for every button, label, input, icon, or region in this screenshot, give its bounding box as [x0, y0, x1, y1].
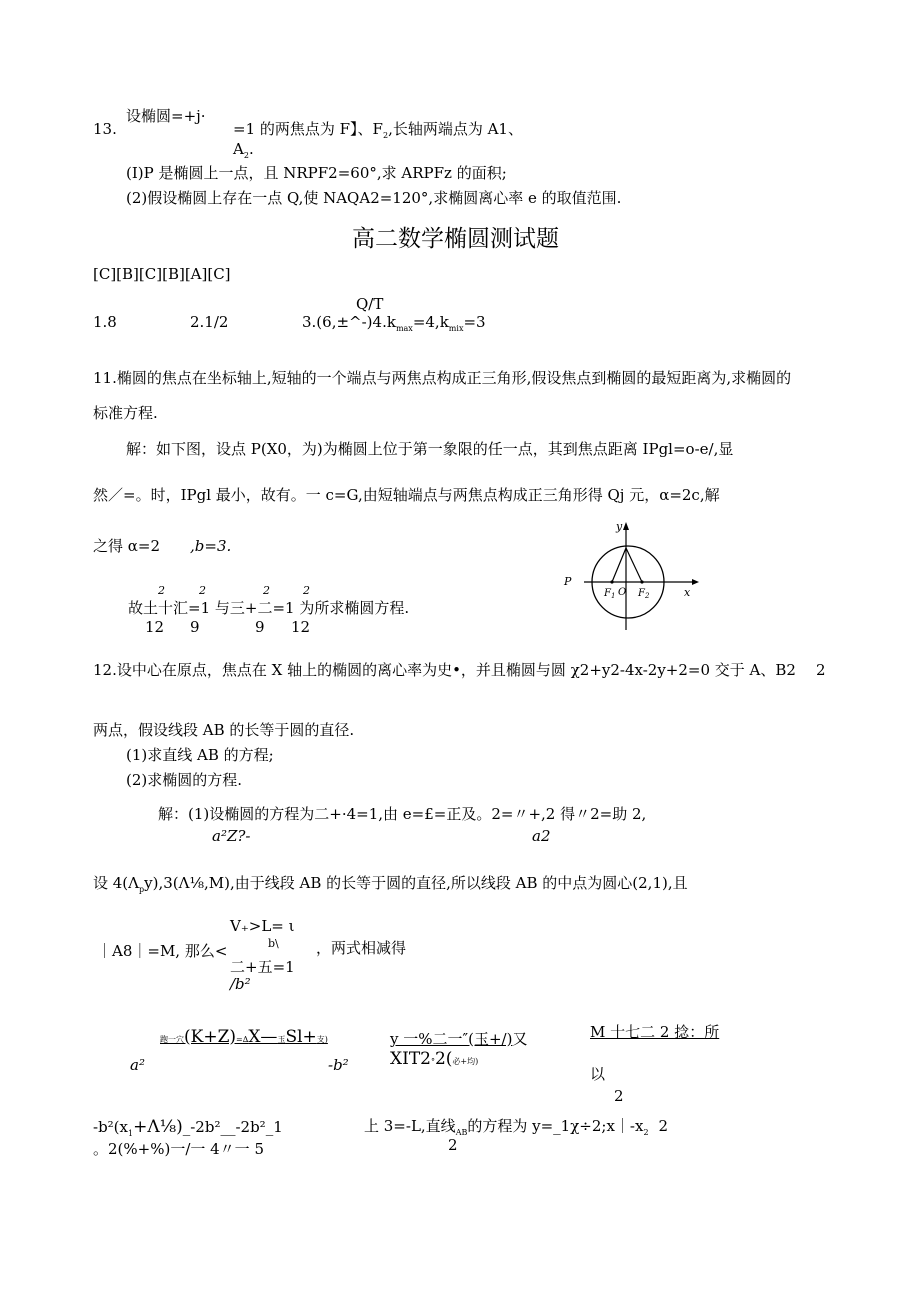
equation-line-1	[93, 1118, 283, 1138]
q12-solution-1-under-a: a²Z?-	[212, 827, 251, 845]
equation-line-2	[364, 1118, 668, 1137]
fill-answer-2: 2.1/2	[190, 313, 229, 331]
q12-part2: (2)求椭圆的方程.	[126, 771, 243, 789]
q11-line2: 标准方程.	[93, 404, 158, 422]
label-f1-main: F	[604, 588, 611, 599]
q12-line2: 两点，假设线段 AB 的长等于圆的直径.	[93, 721, 355, 739]
segment-b-f2	[626, 548, 642, 582]
q11-solution-1: 解：如下图，设点 P(X0，为)为椭圆上位于第一象限的任一点，其到焦点距离 IPgl=o-e/,显	[126, 440, 734, 458]
equation-4-top: M 十七二 2 捻：所	[590, 1023, 720, 1041]
equation-1-main: (K+Z)	[184, 1027, 237, 1047]
fill-a3-main: 3.(6,±^-)4.k	[302, 313, 396, 331]
equation-line-3: 。2(%+%)一/一 4〃一 5	[93, 1140, 264, 1158]
q12-line1: 12.设中心在原点，焦点在 X 轴上的椭圆的离心率为史•，并且椭圆与圆 χ2+y2-4x-2y+2=0 交于 A、B2	[93, 661, 796, 679]
q12-part1: (1)求直线 AB 的方程;	[126, 746, 274, 764]
equation-1-small4: 支)	[316, 1035, 328, 1044]
system-right: ，两式相减得	[316, 939, 407, 957]
equation-4-middle: 以	[590, 1065, 606, 1083]
label-f2-sub: 2	[644, 592, 650, 600]
y-axis-arrow	[623, 522, 629, 530]
q13-line1-b-text: =1 的两焦点为 F】、F	[233, 120, 383, 138]
equation-3-top-b: 又	[512, 1030, 528, 1048]
system-left: ｜A8｜=M, 那么<	[97, 942, 228, 960]
equation-1	[160, 1028, 328, 1048]
q11-solution-3a: 之得 α=2	[93, 537, 161, 555]
equation-line-2-sub: AB	[455, 1128, 468, 1137]
x-axis-arrow	[692, 579, 699, 585]
label-p: P	[564, 575, 572, 588]
equation-line-2-sub2: 2	[643, 1128, 649, 1137]
q13-line1-b	[233, 121, 523, 140]
fill-a3-sub2: mix	[448, 324, 464, 333]
fill-qt: Q/T	[356, 295, 384, 313]
q13-part1: (I)P 是椭圆上一点，且 NRPF2=60°,求 ARPFz 的面积;	[126, 164, 507, 182]
equation-2-denominator: -b²	[328, 1056, 349, 1074]
label-f2-main: F	[638, 588, 645, 599]
equation-3-bottom-2: 2(	[434, 1049, 453, 1069]
q12-solution-2-a: 设 4(Λ	[93, 874, 139, 892]
equation-line-1-a: -b²(x	[93, 1118, 128, 1136]
q11-final-equation: 故土十汇=1 与三+二=1 为所求椭圆方程.	[128, 599, 410, 617]
page-title: 高二数学椭圆测试题	[352, 226, 559, 252]
system-top: V₊>L= ι	[230, 917, 295, 935]
q12-solution-2	[93, 875, 688, 894]
q11-line1: 11.椭圆的焦点在坐标轴上,短轴的一个端点与两焦点构成正三角形,假设焦点到椭圆的最短距离为,求椭圆的	[93, 369, 792, 387]
label-o: O	[618, 587, 627, 598]
equation-1-main3: Sl+	[285, 1027, 317, 1047]
q13-a2-main: A	[233, 140, 244, 158]
equation-3-bottom-main: XIT2	[390, 1049, 431, 1069]
q11-sup-1: 2	[158, 584, 165, 597]
equation-3-bottom-small: °	[430, 1057, 435, 1066]
q13-line1-a: 设椭圆=+j·	[126, 107, 206, 125]
q11-solution-3b: ,b=3.	[190, 537, 232, 555]
q12-solution-2-sub: p	[139, 885, 145, 894]
segment-b-f1	[612, 548, 626, 582]
equation-1-small3: 玉	[277, 1035, 286, 1044]
q13-number: 13.	[93, 120, 117, 138]
q13-part2: (2)假设椭圆上存在一点 Q,使 NAQA2=120°,求椭圆离心率 e 的取值范围.	[126, 189, 622, 207]
system-bottom: /b²	[230, 975, 251, 993]
fill-a3-end: =3	[463, 313, 486, 331]
label-f1	[603, 588, 615, 600]
focus-f2-point	[640, 580, 643, 583]
q11-sup-2: 2	[199, 584, 206, 597]
equation-line-1-b: +Λ⅛)	[133, 1117, 183, 1137]
equation-3-bottom-small2: 必+均)	[452, 1057, 479, 1066]
equation-4-bottom: 2	[614, 1087, 624, 1105]
q12-line1-right: 2	[816, 661, 826, 679]
q13-f2-sub: 2	[382, 131, 389, 140]
equation-line-2-b: 的方程为 y=_1χ÷2;x｜-x	[467, 1117, 644, 1135]
focus-f1-point	[610, 580, 613, 583]
q11-sup-4: 2	[303, 584, 310, 597]
fill-a3-sub1: max	[395, 324, 413, 333]
equation-line-1-c: _-2b²__-2b²_1	[182, 1118, 283, 1136]
fill-answer-1: 1.8	[93, 313, 117, 331]
q13-a2-sub: 2	[243, 151, 249, 160]
equation-line-2-bottom: 2	[448, 1136, 458, 1154]
equation-1-main2: X—	[248, 1027, 278, 1047]
q11-sup-3: 2	[263, 584, 270, 597]
q11-solution-2: 然／=。时，IPgl 最小，故有。一 c=G,由短轴端点与两焦点构成正三角形得 Qj 元，α=2c,解	[93, 486, 720, 504]
equation-1-small: 跑一穴	[160, 1035, 184, 1044]
equation-3-top	[390, 1031, 527, 1048]
q13-a2	[233, 141, 254, 160]
ellipse-diagram	[562, 518, 706, 630]
q12-solution-1-under-b: a2	[532, 827, 551, 845]
q13-a2-end: .	[248, 140, 254, 158]
q13-line1-c: ,长轴两端点为 A1、	[388, 120, 523, 138]
q11-den-1: 12	[145, 618, 165, 636]
equation-1-denominator: a²	[130, 1056, 145, 1074]
q12-solution-1: 解：(1)设椭圆的方程为二+·4=1,由 e=£=正及。2=〃+,2 得〃2=助 2,	[158, 805, 647, 823]
q11-den-3: 9	[255, 618, 265, 636]
system-middle: 二+五=1	[230, 958, 295, 976]
q11-den-4: 12	[291, 618, 311, 636]
equation-line-2-c: 2	[658, 1117, 669, 1135]
label-x: x	[684, 586, 691, 599]
equation-1-small2: =∆	[236, 1035, 249, 1044]
system-b: b\	[268, 937, 279, 950]
equation-line-1-sub: 1	[128, 1129, 134, 1138]
fill-answer-3	[302, 314, 486, 333]
equation-3-top-main: y 一%二一″(玉+/)	[390, 1030, 513, 1048]
label-f1-sub: 1	[610, 592, 616, 600]
equation-line-2-a: 上 3=-L,直线	[364, 1117, 456, 1135]
label-y: y	[616, 520, 623, 533]
q11-den-2: 9	[190, 618, 200, 636]
choice-answers: [C][B][C][B][A][C]	[93, 265, 231, 283]
label-f2	[637, 588, 650, 600]
equation-3-bottom	[390, 1050, 478, 1070]
q12-solution-2-rest: y),3(Λ⅛,M),由于线段 AB 的长等于圆的直径,所以线段 AB 的中点为圆心(2,1),且	[144, 874, 688, 892]
fill-a3-mid: =4,k	[412, 313, 449, 331]
